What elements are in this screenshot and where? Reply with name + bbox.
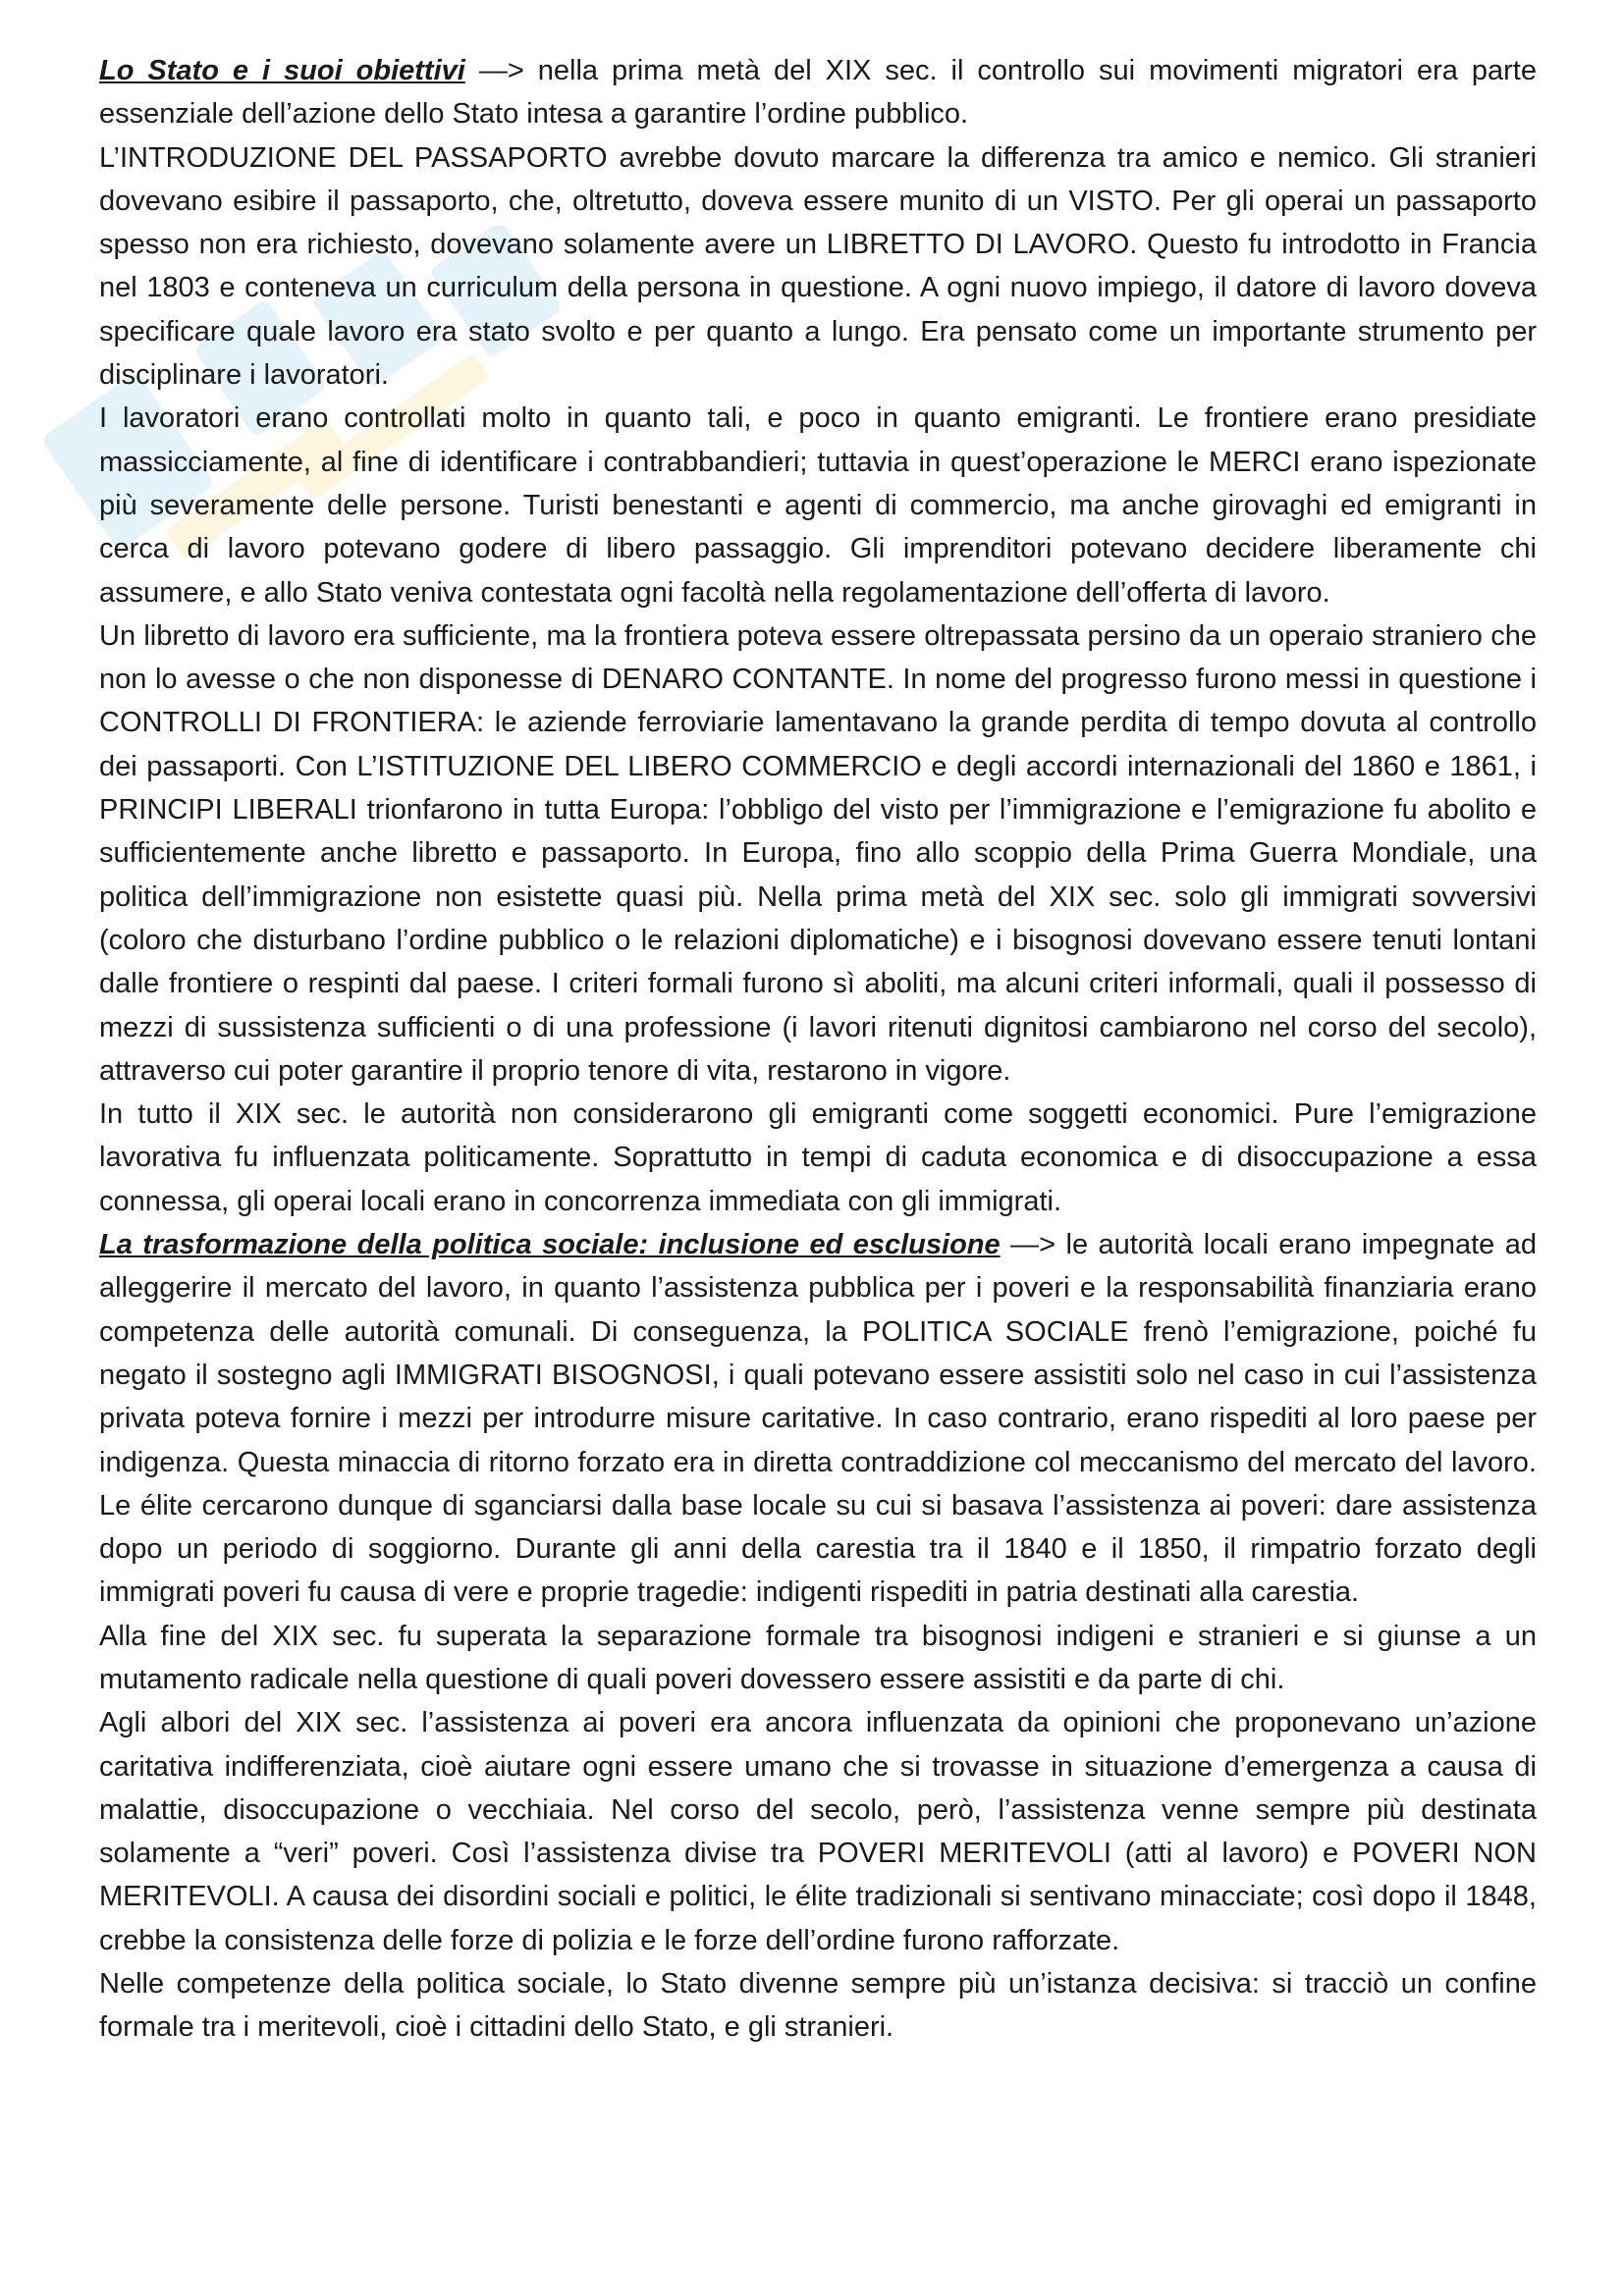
heading-arrow: —> [1000,1229,1066,1261]
section-2-intro [99,1223,1537,1615]
section-heading: La trasformazione della politica sociale: inclusione ed esclusione [99,1229,1001,1261]
paragraph: L’INTRODUZIONE DEL PASSAPORTO avrebbe dovuto marcare la differenza tra amico e nemico. Gli stranieri dovevano esibire il passaporto, che, oltretutto, doveva essere munito di un VISTO. Per gli operai un passaporto spesso non era richiesto, dovevano solamente avere un LIBRETTO DI LAVORO. Questo fu introdotto in Francia nel 1803 e conteneva un curriculum della persona in questione. A ogni nuovo impiego, il datore di lavoro doveva specificare quale lavoro era stato svolto e per quanto a lungo. Era pensato come un importante strumento per disciplinare i lavoratori. [99,141,1537,392]
section-lead-text: le autorità locali erano impegnate ad alleggerire il mercato del lavoro, in quanto l’assistenza pubblica per i poveri e la responsabilità finanziaria erano competenza delle autorità comunali. Di conseguenza, la POLITICA SOCIALE frenò l’emigrazione, poiché fu negato il sostegno agli IMMIGRATI BISOGNOSI, i quali potevano essere assistiti solo nel caso in cui l’assistenza privata poteva fornire i mezzi per introdurre misure caritative. In caso contrario, erano rispediti al loro paese per indigenza. Questa minaccia di ritorno forzato era in diretta contraddizione col meccanismo del mercato del lavoro. Le élite cercarono dunque di sganciarsi dalla base locale su cui si basava l’assistenza ai poveri: dare assistenza dopo un periodo di soggiorno. Durante gli anni della carestia tra il 1840 e il 1850, il rimpatrio forzato degli immigrati poveri fu causa di vere e proprie tragedie: indigenti rispediti in patria destinati alla carestia. [99,1229,1537,1609]
paragraph: Agli albori del XIX sec. l’assistenza ai poveri era ancora influenzata da opinioni che proponevano un’azione caritativa indifferenziata, cioè aiutare ogni essere umano che si trovasse in situazione d’emergenza a causa di malattie, disoccupazione o vecchiaia. Nel corso del secolo, però, l’assistenza venne sempre più destinata solamente a “veri” poveri. Così l’assistenza divise tra POVERI MERITEVOLI (atti al lavoro) e POVERI NON MERITEVOLI. A causa dei disordini sociali e politici, le élite tradizionali si sentivano minacciate; così dopo il 1848, crebbe la consistenza delle forze di polizia e le forze dell’ordine furono rafforzate. [99,1707,1537,1956]
document-page [99,49,1537,2050]
paragraph: I lavoratori erano controllati molto in quanto tali, e poco in quanto emigranti. Le frontiere erano presidiate massicciamente, al fine di identificare i contrabbandieri; tuttavia in quest’operazione le MERCI erano ispezionate più severamente delle persone. Turisti benestanti e agenti di commercio, ma anche girovaghi ed emigranti in cerca di lavoro potevano godere di libero passaggio. Gli imprenditori potevano decidere liberamente chi assumere, e allo Stato veniva contestata ogni facoltà nella regolamentazione dell’offerta di lavoro. [99,402,1537,609]
heading-arrow: —> [464,55,538,86]
section-lead-text: nella prima metà del XIX sec. il controllo sui movimenti migratori era parte essenziale dell’azione dello Stato intesa a garantire l’ordine pubblico. [99,55,1537,131]
paragraph: Un libretto di lavoro era sufficiente, ma la frontiera poteva essere oltrepassata persino da un operaio straniero che non lo avesse o che non disponesse di DENARO CONTANTE. In nome del progresso furono messi in questione i CONTROLLI DI FRONTIERA: le aziende ferroviarie lamentavano la grande perdita di tempo dovuta al controllo dei passaporti. Con L’ISTITUZIONE DEL LIBERO COMMERCIO e degli accordi internazionali del 1860 e 1861, i PRINCIPI LIBERALI trionfarono in tutta Europa: l’obbligo del visto per l’immigrazione e l’emigrazione fu abolito e sufficientemente anche libretto e passaporto. In Europa, fino allo scoppio della Prima Guerra Mondiale, una politica dell’immigrazione non esistette quasi più. Nella prima metà del XIX sec. solo gli immigrati sovversivi (coloro che disturbano l’ordine pubblico o le relazioni diplomatiche) e i bisognosi dovevano essere tenuti lontani dalle frontiere o respinti dal paese. I criteri formali furono sì aboliti, ma alcuni criteri informali, quali il possesso di mezzi di sussistenza sufficienti o di una professione (i lavori ritenuti dignitosi cambiarono nel corso del secolo), attraverso cui poter garantire il proprio tenore di vita, restarono in vigore. [99,619,1537,1087]
paragraph: In tutto il XIX sec. le autorità non considerarono gli emigranti come soggetti economici. Pure l’emigrazione lavorativa fu influenzata politicamente. Soprattutto in tempi di caduta economica e di disoccupazione a essa connessa, gli operai locali erano in concorrenza immediata con gli immigrati. [99,1098,1537,1217]
section-heading: Lo Stato e i suoi obiettivi [99,55,465,86]
paragraph: Alla fine del XIX sec. fu superata la separazione formale tra bisognosi indigeni e stranieri e si giunse a un mutamento radicale nella questione di quali poveri dovessero essere assistiti e da parte di chi. [99,1620,1537,1695]
paragraph: Nelle competenze della politica sociale, lo Stato divenne sempre più un’istanza decisiva: si tracciò un confine formale tra i meritevoli, cioè i cittadini dello Stato, e gli stranieri. [99,1968,1537,2044]
section-1-intro [99,49,1537,136]
